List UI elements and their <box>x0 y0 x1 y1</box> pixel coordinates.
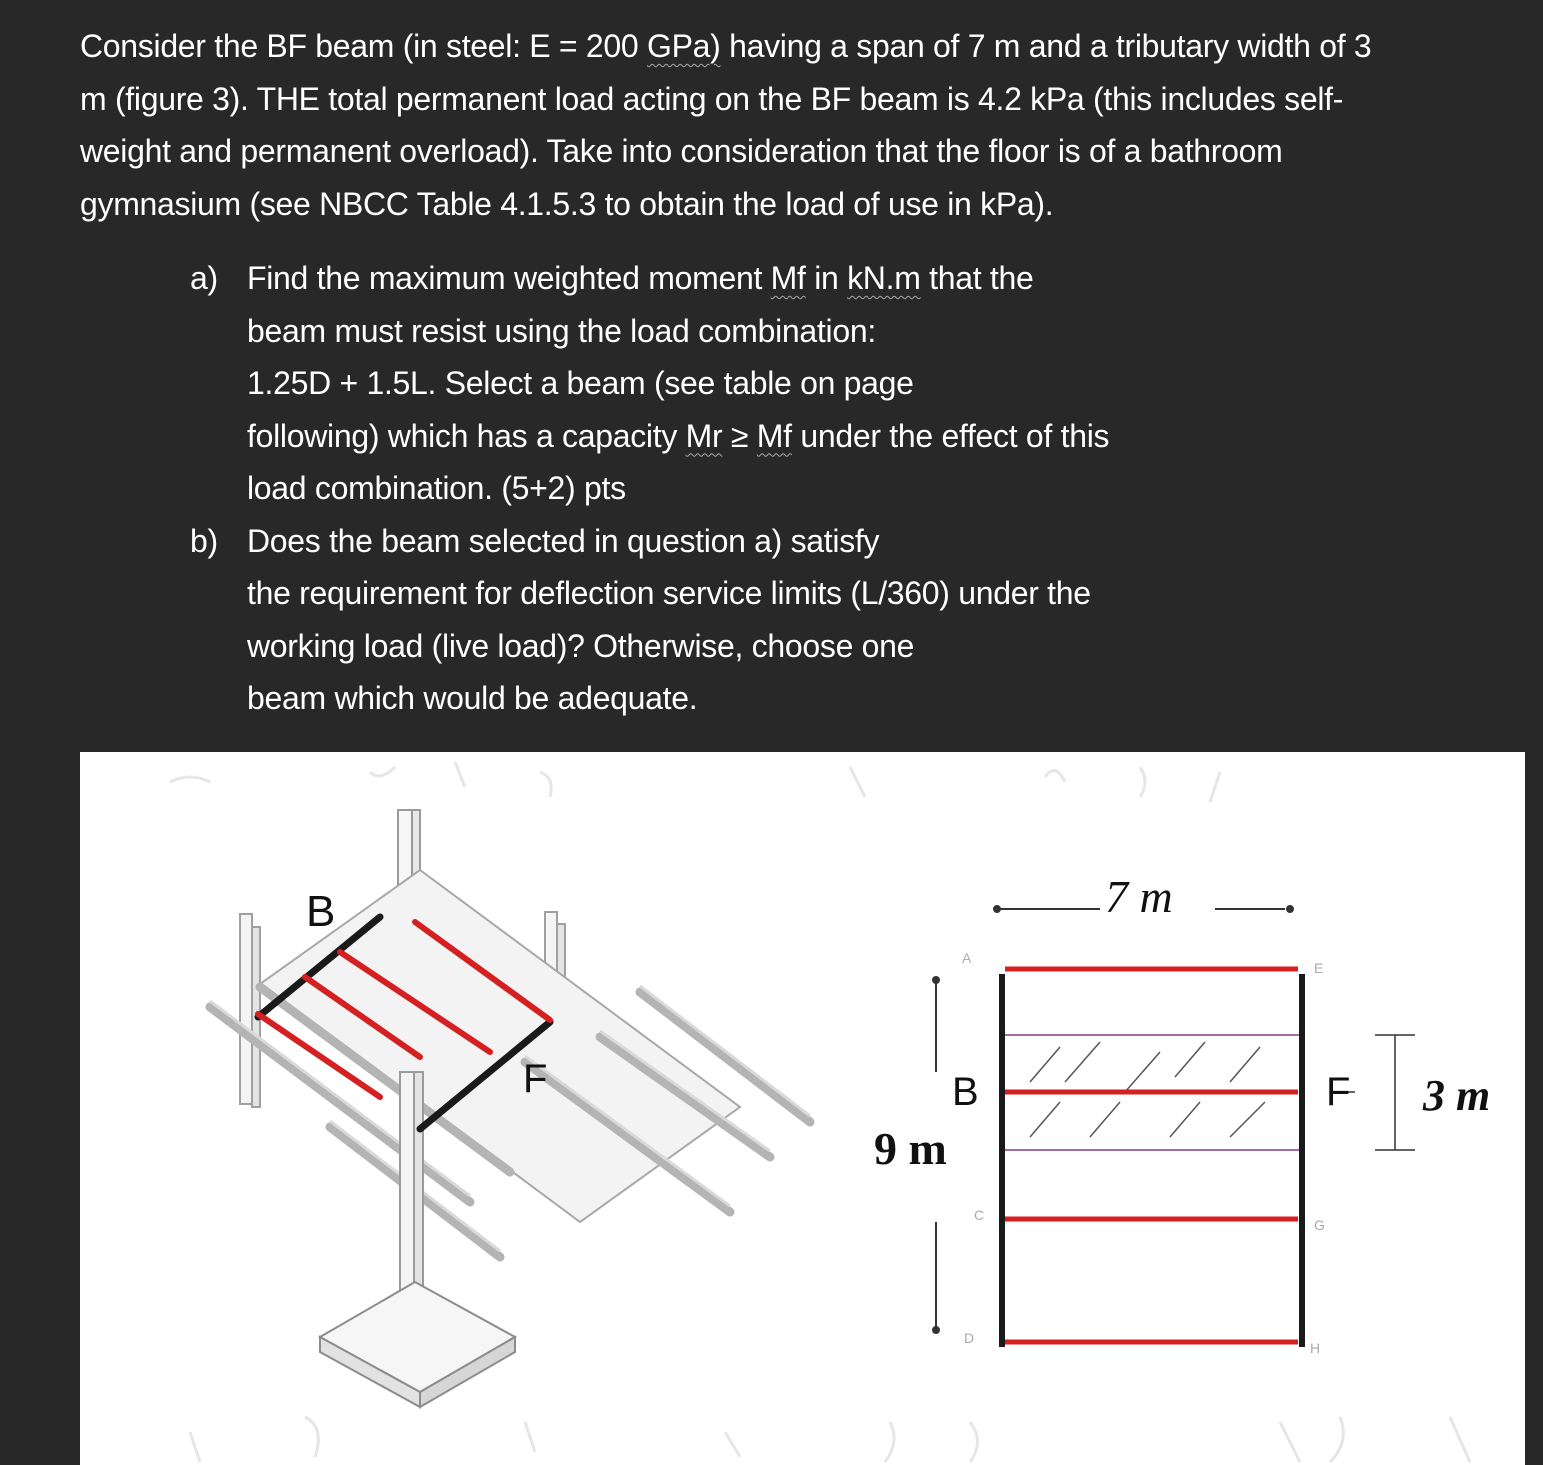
structure-drawing <box>80 752 1525 1465</box>
question-b-line-2: the requirement for deflection service limits (L/360) under the <box>247 575 1091 611</box>
plan-beams <box>1005 969 1298 1342</box>
question-a-marker: a) <box>190 260 218 296</box>
plan-girders <box>1002 974 1302 1347</box>
intro-line-1: Consider the BF beam (in steel: E = 200 GPa) having a span of 7 m and a tributary width of 3 <box>80 28 1372 64</box>
question-b <box>190 515 1290 725</box>
figure-3 <box>80 752 1525 1465</box>
question-b-line-1: Does the beam selected in question a) satisfy <box>247 522 880 559</box>
node-label-d: D <box>964 1330 975 1346</box>
question-a-line-2: beam must resist using the load combination: <box>247 312 876 349</box>
question-a-line-4: following) which has a capacity Mr ≥ Mf under the effect of this <box>247 417 1110 454</box>
plan-view <box>933 906 1415 1347</box>
length-label: 9 m <box>874 1123 947 1174</box>
node-label-a: A <box>962 950 972 966</box>
question-b-line-4: beam which would be adequate. <box>247 680 698 716</box>
intro-line-3: weight and permanent overload). Take into consideration that the floor is of a bathroom <box>80 133 1283 169</box>
tributary-label: 3 m <box>1423 1071 1491 1120</box>
question-a-line-5: load combination. (5+2) pts <box>247 470 626 506</box>
question-a-line-3: 1.25D + 1.5L. Select a beam (see table on page <box>247 365 914 401</box>
span-label: 7 m <box>1105 871 1173 922</box>
intro-line-4: gymnasium (see NBCC Table 4.1.5.3 to obtain the load of use in kPa). <box>80 185 1054 222</box>
plan-label-b: B <box>952 1070 979 1114</box>
question-b-line-3: working load (live load)? Otherwise, choose one <box>247 627 915 664</box>
node-label-g: G <box>1314 1217 1325 1233</box>
node-label-h: H <box>1310 1340 1321 1356</box>
node-label-c: C <box>974 1207 985 1223</box>
isometric-view <box>210 810 810 1407</box>
question-b-marker: b) <box>190 522 218 559</box>
problem-statement <box>80 20 1525 230</box>
question-list <box>190 252 1290 725</box>
question-a-line-1: Find the maximum weighted moment Mf in kN.m that the <box>247 260 1034 296</box>
iso-label-f: F <box>523 1057 548 1101</box>
question-a <box>190 252 1290 515</box>
footing <box>320 1282 515 1407</box>
node-label-e: E <box>1314 960 1324 976</box>
iso-label-b: B <box>306 887 336 936</box>
plan-label-f: F <box>1326 1070 1351 1114</box>
intro-line-2: m (figure 3). THE total permanent load acting on the BF beam is 4.2 kPa (this includes self- <box>80 80 1344 117</box>
